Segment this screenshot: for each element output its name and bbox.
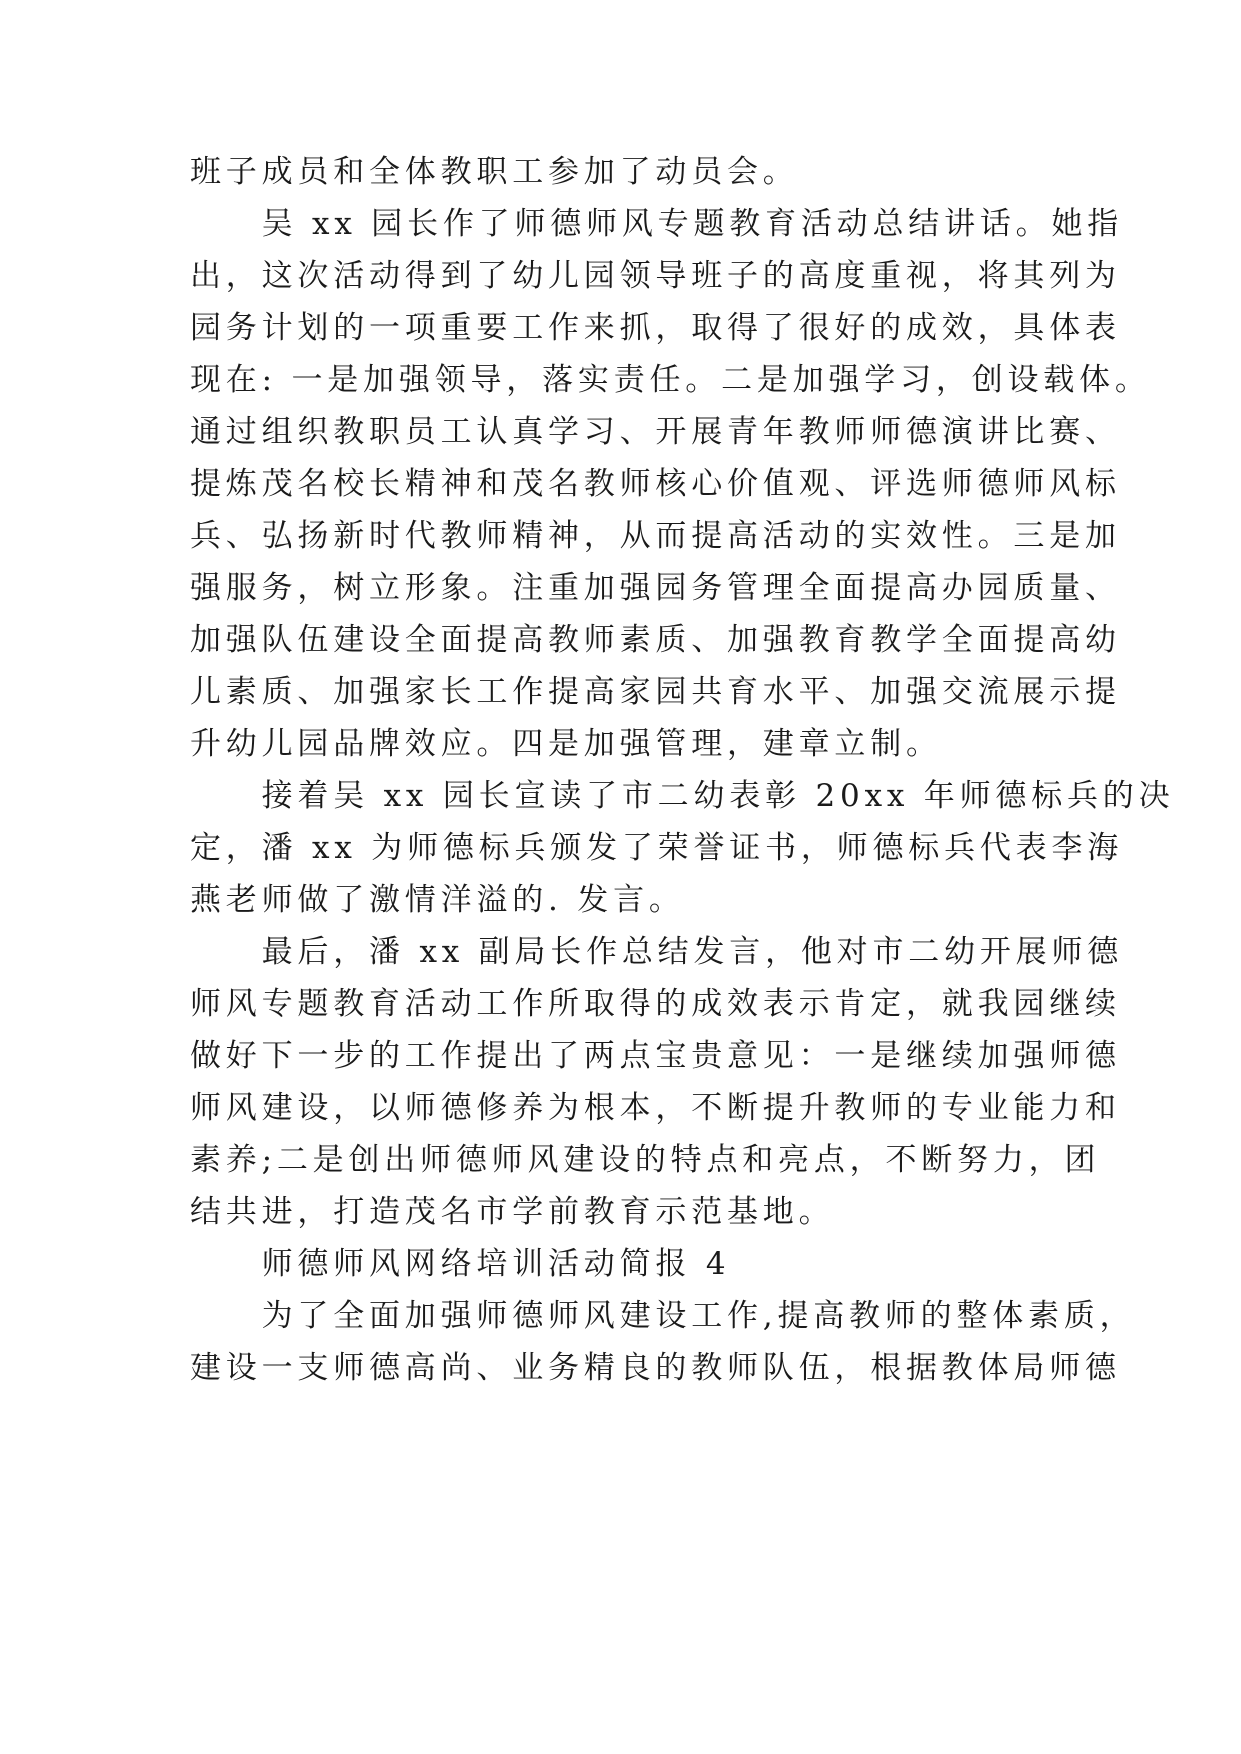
text-line: 现在: 一是加强领导，落实责任。二是加强学习，创设载体。	[190, 362, 1151, 398]
text-line: 加强队伍建设全面提高教师素质、加强教育教学全面提高幼	[190, 622, 1121, 658]
text-line: 出，这次活动得到了幼儿园领导班子的高度重视，将其列为	[190, 258, 1121, 294]
text-line: 吴 xx 园长作了师德师风专题教育活动总结讲话。她指	[190, 206, 1124, 242]
section-heading: 师德师风网络培训活动简报 4	[190, 1246, 731, 1282]
text-line: 升幼儿园品牌效应。四是加强管理，建章立制。	[190, 726, 942, 762]
text-line: 定，潘 xx 为师德标兵颁发了荣誉证书，师德标兵代表李海	[190, 830, 1124, 866]
text-line: 师风建设，以师德修养为根本，不断提升教师的专业能力和	[190, 1090, 1121, 1126]
text-line: 素养;二是创出师德师风建设的特点和亮点，不断努力，团	[190, 1142, 1101, 1178]
text-line: 结共进，打造茂名市学前教育示范基地。	[190, 1194, 835, 1230]
text-line: 园务计划的一项重要工作来抓，取得了很好的成效，具体表	[190, 310, 1121, 346]
text-line: 儿素质、加强家长工作提高家园共育水平、加强交流展示提	[190, 674, 1121, 710]
text-line: 强服务，树立形象。注重加强园务管理全面提高办园质量、	[190, 570, 1121, 606]
text-line: 班子成员和全体教职工参加了动员会。	[190, 154, 799, 190]
text-line: 兵、弘扬新时代教师精神，从而提高活动的实效性。三是加	[190, 518, 1121, 554]
text-line: 建设一支师德高尚、业务精良的教师队伍，根据教体局师德	[190, 1350, 1121, 1386]
text-line: 通过组织教职员工认真学习、开展青年教师师德演讲比赛、	[190, 414, 1121, 450]
text-line: 做好下一步的工作提出了两点宝贵意见：一是继续加强师德	[190, 1038, 1121, 1074]
text-line: 为了全面加强师德师风建设工作,提高教师的整体素质，	[190, 1298, 1136, 1334]
text-line: 师风专题教育活动工作所取得的成效表示肯定，就我园继续	[190, 986, 1121, 1022]
text-line: 接着吴 xx 园长宣读了市二幼表彰 20xx 年师德标兵的决	[190, 778, 1175, 814]
text-line: 最后，潘 xx 副局长作总结发言，他对市二幼开展师德	[190, 934, 1124, 970]
text-line: 燕老师做了激情洋溢的. 发言。	[190, 882, 685, 918]
text-line: 提炼茂名校长精神和茂名教师核心价值观、评选师德师风标	[190, 466, 1121, 502]
